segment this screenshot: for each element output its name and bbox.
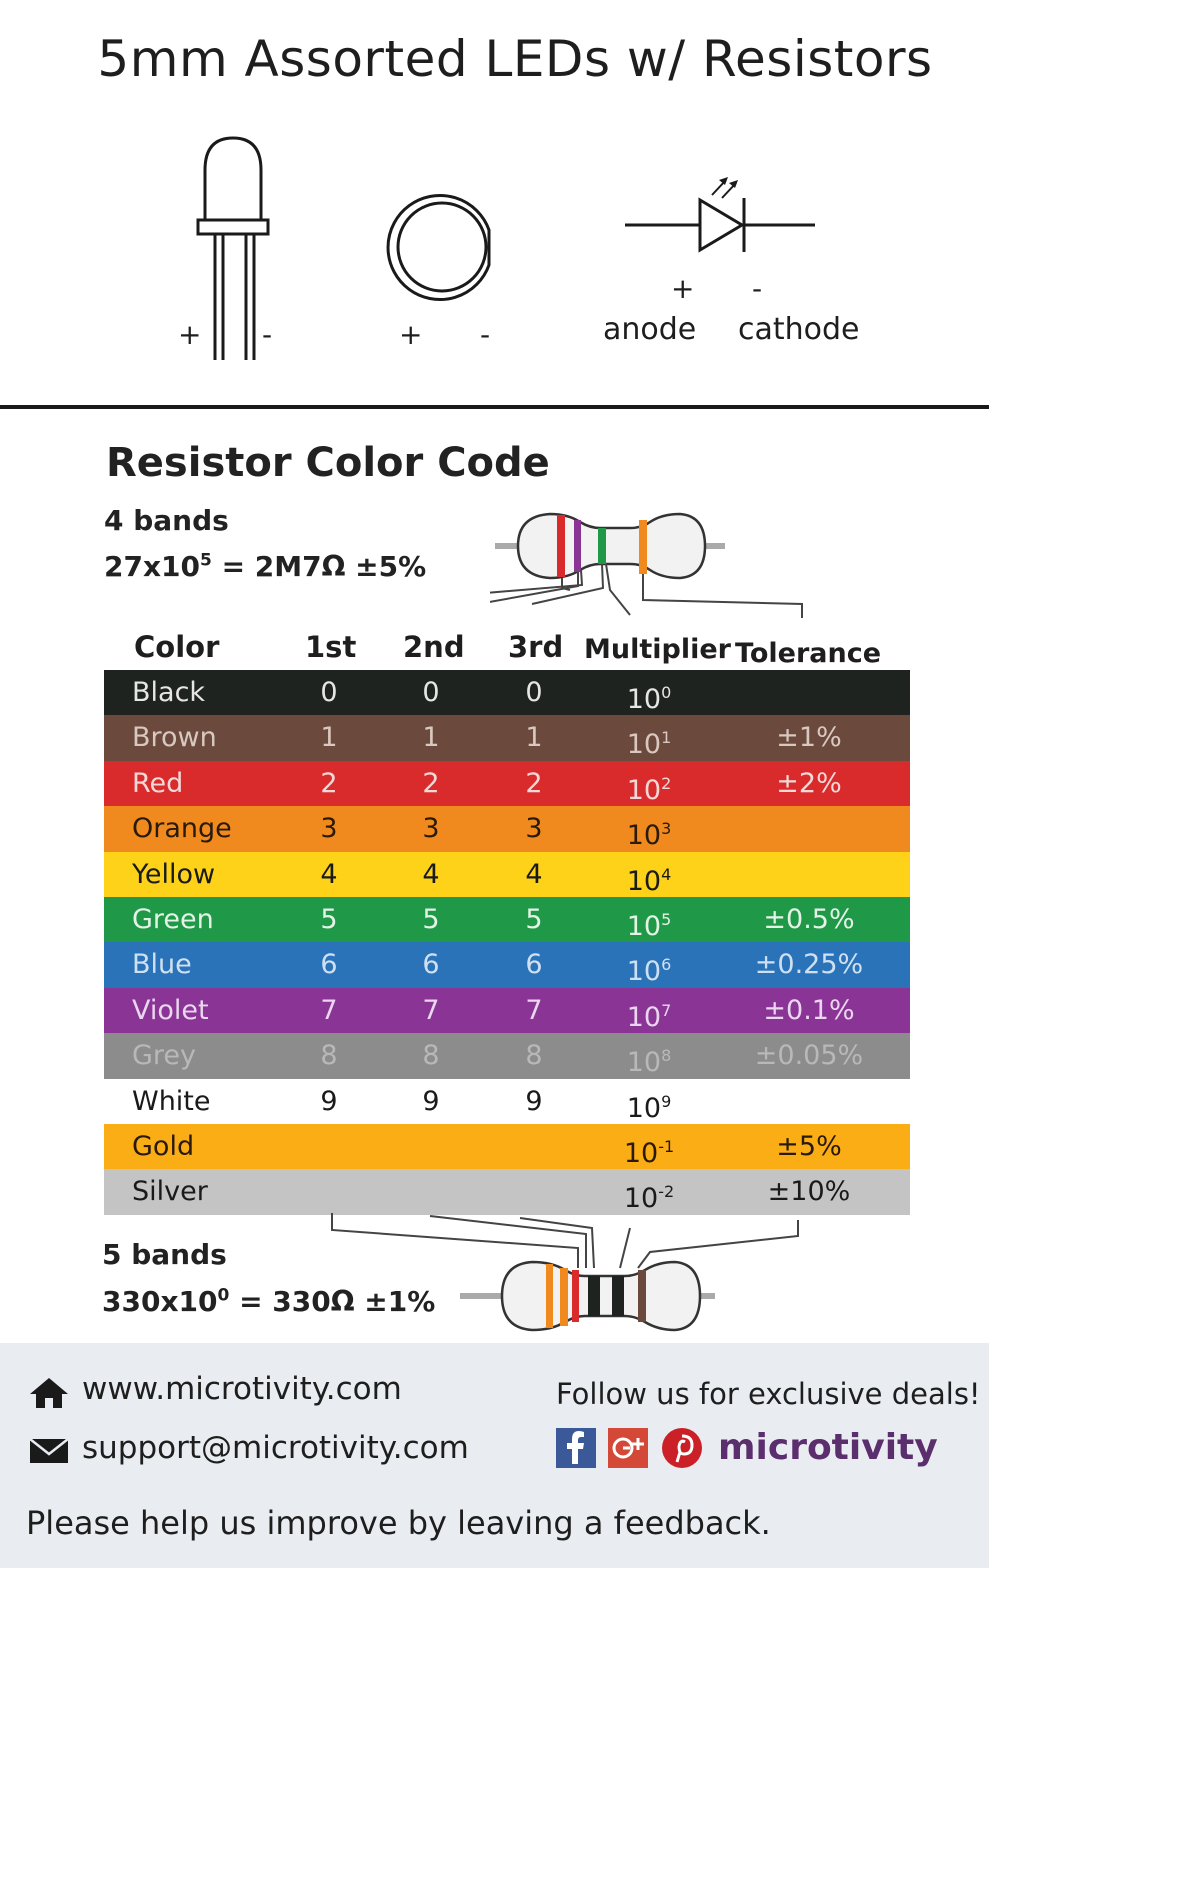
follow-text: Follow us for exclusive deals! [556, 1377, 981, 1411]
home-icon [28, 1376, 70, 1410]
four-bands-formula: $27x10^5 = 2M7\Omega \pm 5\%$ [104, 550, 427, 583]
digit-2nd: 6 [422, 949, 440, 981]
digit-1st: 5 [320, 904, 338, 935]
tolerance [744, 670, 874, 716]
digit-1st: 1 [320, 722, 338, 754]
multiplier: $10^4$ [626, 864, 672, 897]
five-band-resistor-icon [320, 1208, 820, 1343]
anode-label: anode [603, 312, 697, 347]
tolerance: ±10% [767, 1176, 851, 1208]
digit-3rd: 9 [525, 1085, 543, 1117]
header-tolerance: Tolerance [735, 638, 882, 669]
color-name: Violet [132, 994, 209, 1026]
multiplier: $10^2$ [626, 773, 672, 806]
tolerance: ±0.25% [754, 949, 864, 981]
color-name: Green [132, 904, 214, 935]
digit-2nd: 1 [422, 722, 440, 754]
digit-3rd: 8 [525, 1040, 543, 1072]
multiplier: $10^5$ [626, 910, 672, 942]
table-row-blue [104, 942, 910, 988]
brand-logo[interactable]: microtivity [718, 1427, 938, 1468]
tolerance [744, 806, 874, 852]
color-name: Yellow [132, 858, 216, 890]
color-name: Red [132, 767, 184, 799]
header-3rd: 3rd [508, 630, 564, 664]
multiplier: $10^0$ [626, 683, 672, 715]
mail-icon [28, 1436, 70, 1466]
color-name: Gold [132, 1131, 195, 1162]
website-link[interactable]: www.microtivity.com [82, 1371, 402, 1407]
digit-2nd: 7 [422, 994, 440, 1026]
digit-2nd: 2 [422, 767, 440, 799]
table-row-orange [104, 806, 910, 852]
multiplier: $10^{-1}$ [623, 1137, 675, 1169]
tolerance: ±0.05% [754, 1040, 864, 1072]
google-plus-icon[interactable] [608, 1428, 648, 1468]
digit-2nd: 4 [422, 858, 440, 890]
symbol-plus: + [671, 272, 695, 305]
section-divider [0, 405, 989, 409]
color-name: Brown [132, 722, 217, 754]
header-1st: 1st [305, 630, 357, 664]
pinterest-icon[interactable] [662, 1428, 702, 1468]
symbol-minus: - [752, 272, 763, 305]
color-name: White [132, 1085, 211, 1117]
led-schematic-symbol-icon [620, 170, 820, 260]
led-top-plus: + [399, 318, 423, 351]
digit-3rd: 6 [525, 949, 543, 981]
table-row-violet [104, 988, 910, 1034]
cathode-label: cathode [738, 312, 860, 347]
digit-3rd: 7 [525, 994, 543, 1026]
tolerance: ±5% [776, 1131, 842, 1162]
header-multiplier: Multiplier [584, 634, 731, 665]
four-bands-label: 4 bands [104, 504, 229, 537]
header-color: Color [134, 630, 220, 664]
five-bands-label: 5 bands [102, 1238, 227, 1271]
tolerance: ±1% [776, 722, 842, 754]
digit-2nd: 0 [422, 677, 440, 708]
tolerance [744, 852, 874, 898]
digit-2nd: 8 [422, 1040, 440, 1072]
digit-3rd: 0 [525, 677, 543, 708]
feedback-text: Please help us improve by leaving a feedback. [26, 1504, 771, 1542]
digit-1st: 0 [320, 677, 338, 708]
multiplier: $10^3$ [626, 819, 672, 852]
table-row-green [104, 897, 910, 943]
tolerance: ±0.1% [763, 994, 855, 1026]
table-row-brown [104, 715, 910, 761]
digit-1st: 9 [320, 1085, 338, 1117]
table-row-gold [104, 1124, 910, 1170]
led-top-view-icon [385, 190, 500, 305]
led-side-plus: + [178, 318, 202, 351]
page-title: 5mm Assorted LEDs w/ Resistors [97, 30, 933, 88]
multiplier: $10^7$ [626, 1000, 672, 1033]
digit-2nd: 5 [422, 904, 440, 935]
multiplier: $10^9$ [626, 1091, 672, 1124]
tolerance [744, 1079, 874, 1125]
multiplier: $10^6$ [626, 955, 672, 988]
digit-3rd: 1 [525, 722, 543, 754]
digit-1st: 6 [320, 949, 338, 981]
color-name: Blue [132, 949, 192, 981]
digit-1st: 8 [320, 1040, 338, 1072]
multiplier: $10^1$ [626, 728, 672, 761]
led-side-minus: - [262, 318, 273, 351]
table-row-red [104, 761, 910, 807]
four-band-resistor-icon [490, 500, 820, 630]
table-row-black [104, 670, 910, 716]
digit-2nd: 3 [422, 813, 440, 845]
digit-3rd: 4 [525, 858, 543, 890]
multiplier: $10^8$ [626, 1046, 672, 1079]
email-link[interactable]: support@microtivity.com [82, 1430, 469, 1466]
color-name: Silver [132, 1176, 208, 1208]
digit-3rd: 5 [525, 904, 543, 935]
section-title: Resistor Color Code [106, 440, 550, 486]
tolerance: ±0.5% [763, 904, 855, 935]
tolerance: ±2% [776, 767, 842, 799]
digit-3rd: 3 [525, 813, 543, 845]
color-name: Orange [132, 813, 232, 845]
digit-1st: 2 [320, 767, 338, 799]
multiplier: $10^{-2}$ [623, 1182, 675, 1215]
digit-1st: 7 [320, 994, 338, 1026]
table-row-white [104, 1079, 910, 1125]
color-name: Black [132, 677, 206, 708]
five-bands-formula: $330x10^0 = 330\Omega \pm 1\%$ [102, 1285, 436, 1318]
digit-2nd [411, 1124, 451, 1170]
digit-1st: 3 [320, 813, 338, 845]
digit-2nd: 9 [422, 1085, 440, 1117]
digit-1st [309, 1124, 349, 1170]
digit-3rd: 2 [525, 767, 543, 799]
header-2nd: 2nd [403, 630, 465, 664]
color-name: Grey [132, 1040, 197, 1072]
table-row-grey [104, 1033, 910, 1079]
table-row-yellow [104, 852, 910, 898]
facebook-icon[interactable] [556, 1428, 596, 1468]
digit-1st: 4 [320, 858, 338, 890]
led-top-minus: - [480, 318, 491, 351]
digit-3rd [514, 1124, 554, 1170]
